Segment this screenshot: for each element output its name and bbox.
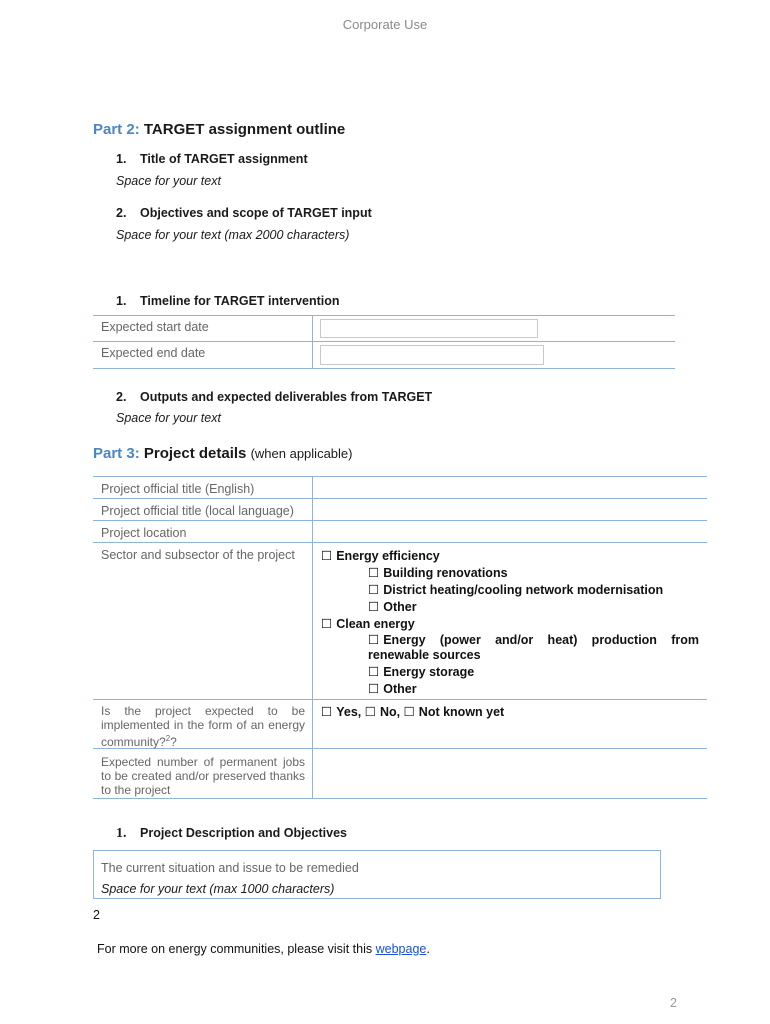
checkbox-yes[interactable] [321,705,361,719]
footnote-marker: 2 [93,908,100,922]
part2-title: TARGET assignment outline [143,121,346,138]
objectives-text-space[interactable]: Space for your text (max 2000 characters) [116,228,350,242]
checkbox-icon: ☐ [321,617,333,631]
jobs-field[interactable] [316,751,704,795]
checkbox-clean-energy[interactable] [321,616,415,631]
section-description [116,826,347,842]
part2-label: Part 2: [93,121,140,138]
checkbox-icon: ☐ [368,583,380,597]
section-timeline [116,294,340,308]
row-label-jobs: Expected number of permanent jobs to be created and/or preserved thanks to the project [101,755,305,797]
start-date-input[interactable] [320,319,538,338]
checkbox-label: Clean energy [336,617,415,631]
table-rule [93,476,707,477]
footnote-body: For more on energy communities, please visit this [97,942,373,956]
end-date-label: Expected end date [101,346,206,360]
row-label-sector: Sector and subsector of the project [101,548,295,562]
checkbox-label: No, [379,705,401,719]
part3-title: Project details [143,445,247,462]
checkbox-label: Energy (power and/or heat) production from renewable sources [368,633,699,662]
assignment-title-text-space[interactable]: Space for your text [116,174,221,188]
table-divider [312,315,313,368]
checkbox-energy-efficiency[interactable] [321,548,440,563]
community-question: Is the project expected to be implemented in the form of an energy community? [101,704,305,749]
section-number: 1. [116,826,127,841]
section-number: 1. [116,294,127,308]
section-number: 1. [116,152,127,166]
row-label-energy-community [101,704,305,749]
checkbox-label: Building renovations [383,566,508,580]
description-box-label: The current situation and issue to be remedied [101,861,359,875]
outputs-text-space[interactable]: Space for your text [116,411,221,425]
checkbox-label: District heating/cooling network modernisation [383,583,664,597]
energy-community-options [321,704,504,719]
checkbox-icon: ☐ [321,705,333,719]
part2-heading [93,121,345,138]
table-rule [93,315,675,316]
section-title: Project Description and Objectives [140,826,348,840]
part3-note: (when applicable) [250,446,353,461]
section-objectives [116,206,372,220]
row-label-title-english: Project official title (English) [101,482,255,496]
footnote-end: . [426,942,430,956]
table-rule [93,341,675,342]
table-rule [93,520,707,521]
start-date-label: Expected start date [101,320,209,334]
row-label-title-local: Project official title (local language) [101,504,294,518]
part3-heading [93,445,352,462]
section-outputs [116,390,432,404]
footnote-text [97,942,430,956]
webpage-link[interactable]: webpage [375,942,427,956]
section-number: 2. [116,390,127,404]
checkbox-label: Not known yet [418,705,505,719]
checkbox-energy-storage[interactable] [368,664,474,679]
checkbox-icon: ☐ [321,549,333,563]
table-rule [93,699,707,700]
checkbox-not-known[interactable] [404,705,505,719]
description-text-space[interactable]: Space for your text (max 1000 characters) [101,882,335,896]
part3-label: Part 3: [93,445,140,462]
checkbox-icon: ☐ [368,682,380,696]
table-rule [93,368,675,369]
checkbox-icon: ☐ [368,633,380,647]
title-english-field[interactable] [316,478,704,496]
checkbox-label: Other [383,682,417,696]
title-local-field[interactable] [316,500,704,518]
table-divider [312,476,313,798]
checkbox-renewable-production[interactable] [368,633,699,663]
location-field[interactable] [316,522,704,540]
section-title: Timeline for TARGET intervention [140,294,340,308]
checkbox-building-renovations[interactable] [368,565,508,580]
table-rule [93,798,707,799]
section-number: 2. [116,206,127,220]
section-title: Outputs and expected deliverables from TARGET [140,390,433,404]
section-title: Title of TARGET assignment [140,152,308,166]
section-title-assignment [116,152,308,166]
checkbox-ce-other[interactable] [368,681,417,696]
classification-label: Corporate Use [342,17,428,32]
page-number: 2 [670,996,677,1010]
checkbox-label: Energy storage [383,665,475,679]
checkbox-district-heating[interactable] [368,582,663,597]
table-rule [93,498,707,499]
checkbox-ee-other[interactable] [368,599,417,614]
checkbox-no[interactable] [365,705,400,719]
checkbox-label: Other [383,600,417,614]
table-rule [93,542,707,543]
end-date-input[interactable] [320,345,544,365]
checkbox-label: Yes, [336,705,362,719]
checkbox-icon: ☐ [368,665,380,679]
description-box[interactable] [93,850,661,899]
checkbox-label: Energy efficiency [336,549,440,563]
checkbox-icon: ☐ [364,705,376,719]
community-question-end: ? [170,735,177,749]
checkbox-icon: ☐ [403,705,415,719]
section-title: Objectives and scope of TARGET input [140,206,372,220]
checkbox-icon: ☐ [368,566,380,580]
checkbox-icon: ☐ [368,600,380,614]
row-label-location: Project location [101,526,187,540]
footnote-ref[interactable]: 2 [165,734,171,743]
